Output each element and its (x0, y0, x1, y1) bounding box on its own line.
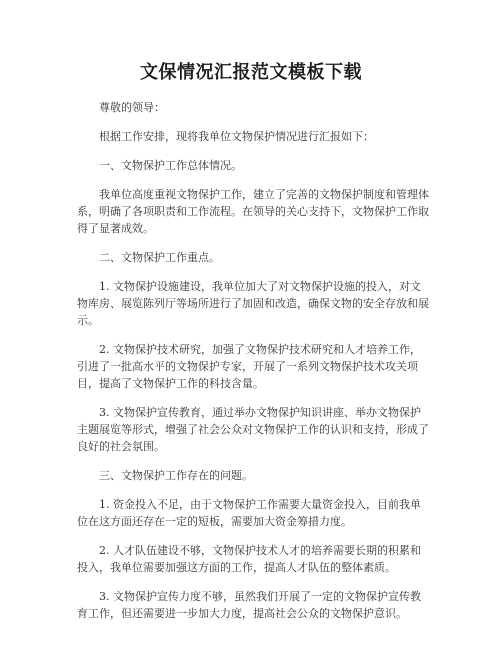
priority-item-1: 1. 文物保护设施建设，我单位加大了对文物保护设施的投入，对文物库房、展览陈列厅等场所进行了加固和改造，确保文物的安全存放和展示。 (77, 280, 429, 327)
document-title: 文保情况汇报范文模板下载 (140, 62, 362, 83)
priority-item-2: 2. 文物保护技术研究，加强了文物保护技术研究和人才培养工作，引进了一批高水平的文物保护专家，开展了一系列文物保护技术攻关项目，提高了文物保护工作的科技含量。 (77, 343, 421, 390)
priority-item-3: 3. 文物保护宣传教育，通过举办文物保护知识讲座、举办文物保护主题展览等形式，增强了社会公众对文物保护工作的认识和支持，形成了良好的社会氛围。 (77, 406, 429, 453)
section-heading-problems: 三、文物保护工作存在的问题。 (99, 469, 253, 482)
section-heading-priorities: 二、文物保护工作重点。 (99, 251, 220, 264)
section-heading-overall: 一、文物保护工作总体情况。 (99, 159, 242, 172)
salutation: 尊敬的领导： (99, 101, 165, 114)
problem-item-2: 2. 人才队伍建设不够，文物保护技术人才的培养需要长期的积累和投入，我单位需要加强这方面的工作，提高人才队伍的整体素质。 (77, 544, 421, 574)
intro-paragraph: 根据工作安排，现将我单位文物保护情况进行汇报如下： (99, 130, 374, 143)
problem-item-1: 1. 资金投入不足，由于文物保护工作需要大量资金投入，目前我单位在这方面还存在一定的短板，需要加大资金筹措力度。 (77, 498, 421, 528)
overall-paragraph: 我单位高度重视文物保护工作，建立了完善的文物保护制度和管理体系，明确了各项职责和工作流程。在领导的关心支持下，文物保护工作取得了显著成效。 (77, 188, 429, 235)
document-body (77, 99, 429, 634)
problem-item-3: 3. 文物保护宣传力度不够，虽然我们开展了一定的文物保护宣传教育工作，但还需要进一步加大力度，提高社会公众的文物保护意识。 (77, 590, 421, 620)
